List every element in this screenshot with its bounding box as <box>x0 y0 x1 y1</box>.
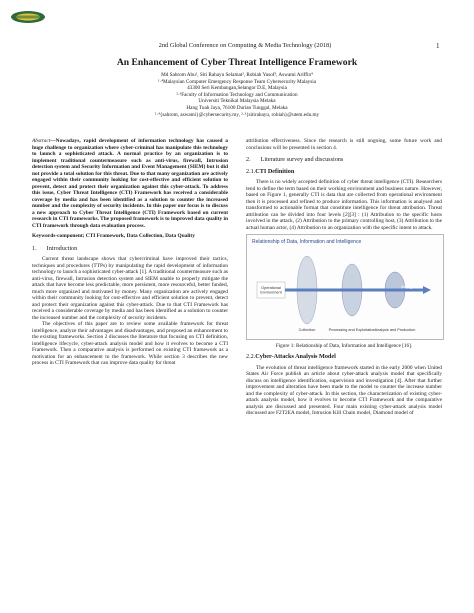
bottom-label-processing: Processing and Exploitation <box>328 328 376 332</box>
paragraph: Current threat landscape shows that cybercriminal have improved their tactics, techniques and procedures (TTPs) by manipulating the rapid development of information technology to launch a sophisticated cyber-attack [1]. A traditional countermeasure such as anti-virus, firewall, Intrusion detection system and SIEM unable to properly mitigate the attack that have become less predictable, more persistent, more resourceful, better funded, much more organized and motivated by money. Many organization are actively engaged within their community looking for cost-effective and efficient solution to prevent, detect and protect their organization against this cyber-attack. Due to that CTI Framework has received a considerable coverage by media and has been identified as a solution to counter the increased number and the complexity of security incidents. <box>32 256 228 321</box>
figure-diagram <box>247 235 443 339</box>
keywords: Keywords-component; CTI Framework, Data Collection, Data Quality <box>32 233 195 239</box>
subsection-title: CTI Definition <box>255 167 295 175</box>
subsection-heading-cyber-attacks <box>246 354 442 361</box>
paragraph: The objectives of this paper are to review some available framework for threat intelligence, analyze their advantages and disadvantages, and proposed an enhancement to the existing frameworks. Section 2 discusses the literature that focusing on CTI definition, intelligence lifecycle, cyber-attack analysis model and how it evolves to become a CTI Framework. Then a comparative analysis is performed on existing CTI framework as a motivation for an enhancement to the framework. While section 3 describes the new process in CTI Framework that can improve data quality for threat <box>32 321 228 366</box>
bottom-label-collection: Collection <box>298 328 316 332</box>
author-names: Md Sahrom Abu¹, Siti Rahayu Selamat², Robiah Yusof³, Aswami Ariffin⁴ <box>161 72 313 78</box>
right-column <box>246 138 442 417</box>
stage-label-data: Data <box>322 284 332 289</box>
affiliation-line: ²·³Faculty of Information Technology and Communication <box>176 91 298 98</box>
section-heading-literature <box>246 157 442 164</box>
stage-label-information: Information <box>361 284 383 289</box>
subsection-number: 2.2. <box>246 353 256 361</box>
affiliation-line: 43300 Seri Kembangan,Selangor D.E, Malaysia <box>187 85 287 92</box>
flow-arrow-head <box>423 286 431 294</box>
paragraph: There is no widely accepted definition of cyber threat intelligence (CTI). Researchers tend to define the term based on their working environment and business nature. However, based on Figure 1, generally CTI is data that are collected from operational environment then it is processed and refined to produce information. This information is analysed and transformed to actionable format that constitute intelligence for threat attribution. Threat attribution can be divided into four levels [2][3] : (1) Attribution to the specific hosts involved in the attack, (2) Attribution to the primary controlling host, (3) Attribution to the actual human actor, (4) Attribution to an organization with the specific intent to attack. <box>246 179 442 231</box>
paragraph: The evolution of threat intelligence framework started in the early 2000 when United States Air Force publish an article about cyber-attack analysis model that specifically discuss on intelligence identification, supervision and investigation [4]. After that further improvement and alteration have been made to the model to counter the increase number and the complexity of cyber-attack. In this section, the characterization of existing cyber-attack analysis model, how it evolves to become CTI Framework and the comparative analysis are discussed and presented. Four main existing cyber-attack analysis model discussed are F2T2EA model, Intrusion Kill Chain model, Diamond model of <box>246 364 442 417</box>
author-emails: ¹·⁴{sahrom, aswami}@cybersecurity.my, ²·³{sitirahayu, robiah}@utem.edu.my <box>154 111 320 118</box>
section-number: 1. <box>32 244 37 252</box>
section-title: Literature survey and discussions <box>260 156 344 163</box>
affiliation-line: ¹·⁴Malaysian Computer Emergency Response Team Cybersecurity Malaysia <box>157 78 317 85</box>
bottom-label-analysis: Analysis and Production <box>374 328 416 332</box>
paragraph: attribution effectiveness. Since the research is still ongoing, some future work and conclusions will be presented in section 4. <box>246 138 442 151</box>
abstract-lead: Abstract <box>32 138 51 144</box>
section-heading-introduction <box>32 246 228 253</box>
subsection-number: 2.1. <box>246 167 256 175</box>
subsection-heading-cti-definition <box>246 169 442 176</box>
figure-1 <box>246 234 444 340</box>
left-column <box>32 138 228 367</box>
environment-label: Operational Environment <box>260 286 282 295</box>
conference-header: 2nd Global Conference on Computing & Media Technology (2018) <box>158 42 332 49</box>
subsection-title: Cyber-Attacks Analysis Model <box>255 353 336 361</box>
abstract <box>32 138 228 229</box>
abstract-text: —Nowadays, rapid development of information technology has caused a huge challenge to organization where cyber-criminal has manipulate this technology to launch a sophisticated attack. A normal practice by an organization is to implement traditional countermeasure such as anti-virus, firewall, Intrusion detection system and Security Information and Event Management (SIEM) but it did not provide a total solution for this threat. Due to that many organization are actively engaged within their community looking for cost-effective and efficient solution to prevent, detect and protect their organization against this cyber-attack. To address this issue, Cyber Threat Intelligence (CTI) Framework has received a considerable coverage by media and has been identified as a solution to counter the increased number and the complexity of security incidents. In this paper our focus is to discuss a new approach to Cyber Threat Intelligence (CTI) Framework based on current research in CTI frameworks. The proposed framework is to improved data quality in CTI framework through data evaluation process. <box>32 138 228 229</box>
section-title: Introduction <box>46 244 78 252</box>
section-number: 2. <box>246 156 251 163</box>
stage-label-intelligence: Intelligence <box>400 284 422 289</box>
conference-logo <box>10 10 46 24</box>
author-block <box>40 72 434 118</box>
affiliation-line: Universiti Teknikal Malaysia Melaka <box>198 98 276 105</box>
figure-title: Relationship of Data, Information and Intelligence <box>252 239 362 245</box>
paper-title: An Enhancement of Cyber Threat Intelligence Framework <box>116 57 358 68</box>
page-number: 1 <box>436 42 440 50</box>
affiliation-line: Hang Tuah Jaya, 76100 Durian Tunggal, Melaka <box>186 104 288 111</box>
figure-caption: Figure 1: Relationship of Data, Information and Intelligence [16]. <box>275 343 413 349</box>
